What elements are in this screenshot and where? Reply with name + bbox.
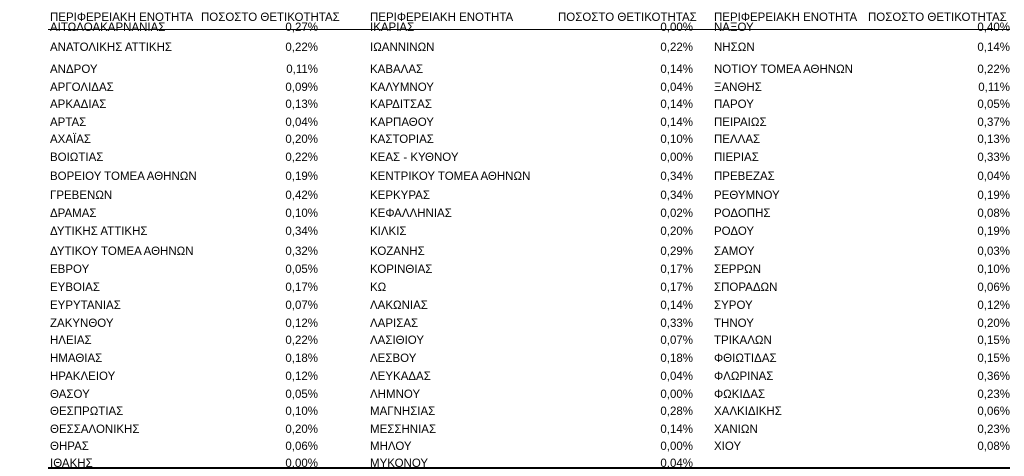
table-row — [712, 370, 1010, 385]
positivity-value: 0,08% — [977, 208, 1010, 220]
region-name: ΛΗΜΝΟΥ — [370, 389, 421, 401]
positivity-value: 0,17% — [660, 264, 693, 276]
positivity-value: 0,08% — [977, 441, 1010, 453]
table-row — [368, 98, 693, 113]
positivity-value: 0,34% — [660, 190, 693, 202]
positivity-value: 0,22% — [285, 335, 318, 347]
positivity-value: 0,37% — [977, 117, 1010, 129]
positivity-value: 0,32% — [285, 246, 318, 258]
positivity-value: 0,12% — [977, 300, 1010, 312]
positivity-value: 0,14% — [977, 42, 1010, 54]
table-row — [48, 81, 318, 96]
table-row — [48, 98, 318, 113]
positivity-value: 0,03% — [977, 246, 1010, 258]
positivity-value: 0,29% — [660, 246, 693, 258]
table-row — [48, 133, 318, 148]
region-name: ΓΡΕΒΕΝΩΝ — [50, 190, 113, 202]
table-row — [368, 423, 693, 438]
table-row — [368, 388, 693, 403]
region-name: ΧΑΛΚΙΔΙΚΗΣ — [714, 406, 782, 418]
region-name: ΑΧΑΪΑΣ — [50, 134, 91, 146]
positivity-value: 0,00% — [660, 441, 693, 453]
region-name: ΣΥΡΟΥ — [714, 300, 753, 312]
positivity-value: 0,00% — [660, 389, 693, 401]
table-row — [368, 440, 693, 455]
region-name: ΑΝΑΤΟΛΙΚΗΣ ΑΤΤΙΚΗΣ — [50, 42, 173, 54]
region-name: ΔΥΤΙΚΟΥ ΤΟΜΕΑ ΑΘΗΝΩΝ — [50, 246, 194, 258]
table-row — [712, 170, 1010, 185]
positivity-value: 0,14% — [660, 117, 693, 129]
header-region: ΠΕΡΙΦΕΡΕΙΑΚΗ ΕΝΟΤΗΤΑ — [50, 12, 194, 24]
table-row — [368, 352, 693, 367]
header-positivity-rate: ΠΟΣΟΣΤΟ ΘΕΤΙΚΟΤΗΤΑΣ — [201, 12, 340, 24]
table-row — [368, 245, 693, 260]
region-name: ΦΛΩΡΙΝΑΣ — [714, 371, 774, 383]
positivity-value: 0,23% — [977, 424, 1010, 436]
region-name: ΚΟΡΙΝΘΙΑΣ — [370, 264, 433, 276]
table-row — [368, 317, 693, 332]
positivity-value: 0,06% — [977, 282, 1010, 294]
positivity-value: 0,40% — [977, 22, 1010, 34]
region-name: ΚΑΣΤΟΡΙΑΣ — [370, 134, 434, 146]
positivity-value: 0,05% — [285, 389, 318, 401]
region-name: ΑΡΓΟΛΙΔΑΣ — [50, 82, 114, 94]
table-row — [712, 116, 1010, 131]
region-name: ΠΑΡΟΥ — [714, 99, 754, 111]
table-row — [712, 41, 1010, 56]
table-row — [48, 41, 318, 56]
region-name: ΝΟΤΙΟΥ ΤΟΜΕΑ ΑΘΗΝΩΝ — [714, 64, 853, 76]
region-name: ΧΙΟΥ — [714, 441, 742, 453]
positivity-value: 0,10% — [977, 264, 1010, 276]
positivity-value: 0,18% — [285, 353, 318, 365]
positivity-value: 0,20% — [285, 424, 318, 436]
region-name: ΚΕΡΚΥΡΑΣ — [370, 190, 430, 202]
positivity-value: 0,10% — [660, 134, 693, 146]
region-name: ΘΕΣΣΑΛΟΝΙΚΗΣ — [50, 424, 140, 436]
region-name: ΚΟΖΑΝΗΣ — [370, 246, 425, 258]
region-name: ΚΑΒΑΛΑΣ — [370, 64, 424, 76]
region-name: ΚΕΝΤΡΙΚΟΥ ΤΟΜΕΑ ΑΘΗΝΩΝ — [370, 171, 531, 183]
table-row — [48, 207, 318, 222]
positivity-value: 0,17% — [285, 282, 318, 294]
table-row — [48, 281, 318, 296]
region-name: ΖΑΚΥΝΘΟΥ — [50, 318, 114, 330]
table-row — [48, 245, 318, 260]
positivity-value: 0,33% — [977, 152, 1010, 164]
table-row — [712, 133, 1010, 148]
positivity-value: 0,04% — [660, 458, 693, 470]
region-name: ΠΕΙΡΑΙΩΣ — [714, 117, 767, 129]
region-name: ΑΝΔΡΟΥ — [50, 64, 98, 76]
table-row — [368, 189, 693, 204]
region-name: ΝΑΞΟΥ — [714, 22, 754, 34]
positivity-value: 0,06% — [977, 406, 1010, 418]
table-panel-3 — [712, 10, 1010, 471]
positivity-value: 0,14% — [660, 99, 693, 111]
region-name: ΞΑΝΘΗΣ — [714, 82, 762, 94]
positivity-value: 0,33% — [660, 318, 693, 330]
positivity-value: 0,18% — [660, 353, 693, 365]
region-name: ΚΩ — [370, 282, 387, 294]
table-row — [48, 457, 318, 472]
table-row — [712, 245, 1010, 260]
table-row — [48, 151, 318, 166]
positivity-value: 0,15% — [977, 353, 1010, 365]
table-row — [712, 225, 1010, 240]
region-name: ΠΡΕΒΕΖΑΣ — [714, 171, 775, 183]
table-row — [712, 207, 1010, 222]
positivity-value: 0,22% — [660, 42, 693, 54]
region-name: ΡΟΔΟΠΗΣ — [714, 208, 771, 220]
region-name: ΙΚΑΡΙΑΣ — [370, 22, 415, 34]
region-name: ΚΑΛΥΜΝΟΥ — [370, 82, 434, 94]
region-name: ΜΥΚΟΝΟΥ — [370, 458, 429, 470]
table-row — [712, 81, 1010, 96]
positivity-value: 0,15% — [977, 335, 1010, 347]
table-row — [48, 405, 318, 420]
region-name: ΒΟΡΕΙΟΥ ΤΟΜΕΑ ΑΘΗΝΩΝ — [50, 171, 197, 183]
positivity-value: 0,12% — [285, 318, 318, 330]
positivity-value: 0,11% — [286, 64, 318, 76]
region-name: ΕΥΒΟΙΑΣ — [50, 282, 100, 294]
region-name: ΔΡΑΜΑΣ — [50, 208, 97, 220]
table-row — [368, 207, 693, 222]
header-divider — [48, 29, 1010, 30]
positivity-value: 0,27% — [285, 22, 318, 34]
table-row — [48, 388, 318, 403]
region-name: ΜΑΓΝΗΣΙΑΣ — [370, 406, 436, 418]
positivity-value: 0,19% — [285, 171, 318, 183]
region-name: ΛΕΣΒΟΥ — [370, 353, 417, 365]
table-row — [48, 189, 318, 204]
table-row — [48, 334, 318, 349]
positivity-value: 0,04% — [660, 371, 693, 383]
positivity-value: 0,06% — [285, 441, 318, 453]
region-name: ΚΕΑΣ - ΚΥΘΝΟΥ — [370, 152, 459, 164]
table-row — [368, 133, 693, 148]
table-panel-1 — [48, 10, 340, 471]
region-name: ΧΑΝΙΩΝ — [714, 424, 758, 436]
positivity-value: 0,12% — [285, 371, 318, 383]
region-name: ΑΙΤΩΛΟΑΚΑΡΝΑΝΙΑΣ — [50, 22, 166, 34]
region-name: ΦΩΚΙΔΑΣ — [714, 389, 766, 401]
table-row — [48, 170, 318, 185]
region-name: ΘΕΣΠΡΩΤΙΑΣ — [50, 406, 124, 418]
header-positivity-rate: ΠΟΣΟΣΤΟ ΘΕΤΙΚΟΤΗΤΑΣ — [558, 12, 697, 24]
region-name: ΔΥΤΙΚΗΣ ΑΤΤΙΚΗΣ — [50, 226, 148, 238]
table-row — [368, 151, 693, 166]
table-row — [368, 170, 693, 185]
table-row — [368, 370, 693, 385]
region-name: ΛΕΥΚΑΔΑΣ — [370, 371, 431, 383]
table-row — [368, 263, 693, 278]
region-name: ΑΡΤΑΣ — [50, 117, 87, 129]
positivity-value: 0,22% — [285, 152, 318, 164]
table-row — [48, 352, 318, 367]
table-row — [712, 98, 1010, 113]
region-name: ΚΑΡΠΑΘΟΥ — [370, 117, 434, 129]
region-name: ΚΙΛΚΙΣ — [370, 226, 407, 238]
table-row — [712, 299, 1010, 314]
table-row — [712, 263, 1010, 278]
positivity-value: 0,09% — [285, 82, 318, 94]
region-name: ΡΟΔΟΥ — [714, 226, 755, 238]
positivity-value: 0,07% — [660, 335, 693, 347]
table-row — [368, 457, 693, 472]
positivity-table — [48, 10, 1010, 471]
region-name: ΦΘΙΩΤΙΔΑΣ — [714, 353, 777, 365]
table-row — [712, 189, 1010, 204]
positivity-value: 0,17% — [660, 282, 693, 294]
region-name: ΗΜΑΘΙΑΣ — [50, 353, 103, 365]
table-row — [712, 151, 1010, 166]
positivity-value: 0,10% — [285, 406, 318, 418]
region-name: ΜΕΣΣΗΝΙΑΣ — [370, 424, 437, 436]
region-name: ΘΗΡΑΣ — [50, 441, 89, 453]
positivity-value: 0,00% — [660, 152, 693, 164]
header-region: ΠΕΡΙΦΕΡΕΙΑΚΗ ΕΝΟΤΗΤΑ — [714, 12, 858, 24]
positivity-value: 0,34% — [285, 226, 318, 238]
table-row — [712, 63, 1010, 78]
positivity-value: 0,20% — [285, 134, 318, 146]
region-name: ΕΥΡΥΤΑΝΙΑΣ — [50, 300, 121, 312]
positivity-value: 0,04% — [285, 117, 318, 129]
region-name: ΝΗΣΩΝ — [714, 42, 755, 54]
table-bottom-border — [48, 467, 1010, 469]
table-row — [712, 423, 1010, 438]
positivity-value: 0,14% — [660, 424, 693, 436]
header-region: ΠΕΡΙΦΕΡΕΙΑΚΗ ΕΝΟΤΗΤΑ — [370, 12, 514, 24]
table-row — [712, 405, 1010, 420]
table-row — [368, 81, 693, 96]
table-row — [368, 281, 693, 296]
table-row — [368, 405, 693, 420]
table-row — [48, 263, 318, 278]
table-row — [712, 352, 1010, 367]
table-row — [368, 41, 693, 56]
positivity-value: 0,05% — [977, 99, 1010, 111]
region-name: ΜΗΛΟΥ — [370, 441, 412, 453]
region-name: ΚΕΦΑΛΛΗΝΙΑΣ — [370, 208, 452, 220]
positivity-value: 0,05% — [285, 264, 318, 276]
table-row — [368, 334, 693, 349]
region-name: ΣΕΡΡΩΝ — [714, 264, 762, 276]
region-name: ΠΙΕΡΙΑΣ — [714, 152, 759, 164]
region-name: ΙΩΑΝΝΙΝΩΝ — [370, 42, 435, 54]
positivity-value: 0,42% — [285, 190, 318, 202]
positivity-value: 0,22% — [285, 42, 318, 54]
positivity-value: 0,19% — [977, 226, 1010, 238]
region-name: ΛΑΚΩΝΙΑΣ — [370, 300, 428, 312]
positivity-value: 0,14% — [660, 300, 693, 312]
table-row — [48, 63, 318, 78]
table-row — [48, 225, 318, 240]
table-panel-2 — [368, 10, 697, 471]
region-name: ΣΑΜΟΥ — [714, 246, 755, 258]
positivity-value: 0,07% — [285, 300, 318, 312]
table-row — [712, 440, 1010, 455]
region-name: ΒΟΙΩΤΙΑΣ — [50, 152, 104, 164]
table-row — [712, 281, 1010, 296]
positivity-value: 0,11% — [978, 82, 1010, 94]
table-row — [48, 116, 318, 131]
positivity-value: 0,22% — [977, 64, 1010, 76]
region-name: ΡΕΘΥΜΝΟΥ — [714, 190, 780, 202]
positivity-value: 0,13% — [977, 134, 1010, 146]
positivity-value: 0,02% — [660, 208, 693, 220]
table-row — [368, 225, 693, 240]
positivity-value: 0,13% — [285, 99, 318, 111]
region-name: ΙΘΑΚΗΣ — [50, 458, 93, 470]
positivity-value: 0,04% — [660, 82, 693, 94]
table-row — [48, 423, 318, 438]
region-name: ΑΡΚΑΔΙΑΣ — [50, 99, 107, 111]
table-row — [48, 299, 318, 314]
positivity-value: 0,00% — [285, 458, 318, 470]
region-name: ΗΛΕΙΑΣ — [50, 335, 92, 347]
positivity-value: 0,36% — [977, 371, 1010, 383]
region-name: ΗΡΑΚΛΕΙΟΥ — [50, 371, 116, 383]
table-row — [368, 63, 693, 78]
region-name: ΠΕΛΛΑΣ — [714, 134, 761, 146]
table-row — [368, 116, 693, 131]
positivity-value: 0,00% — [660, 22, 693, 34]
positivity-value: 0,10% — [285, 208, 318, 220]
positivity-value: 0,20% — [660, 226, 693, 238]
table-row — [712, 388, 1010, 403]
positivity-value: 0,28% — [660, 406, 693, 418]
positivity-value: 0,14% — [660, 64, 693, 76]
positivity-value: 0,19% — [977, 190, 1010, 202]
table-row — [48, 317, 318, 332]
region-name: ΣΠΟΡΑΔΩΝ — [714, 282, 778, 294]
table-row — [712, 317, 1010, 332]
region-name: ΛΑΡΙΣΑΣ — [370, 318, 419, 330]
header-positivity-rate: ΠΟΣΟΣΤΟ ΘΕΤΙΚΟΤΗΤΑΣ — [868, 12, 1007, 24]
table-row — [48, 370, 318, 385]
region-name: ΤΗΝΟΥ — [714, 318, 754, 330]
positivity-value: 0,23% — [977, 389, 1010, 401]
table-row — [368, 299, 693, 314]
region-name: ΛΑΣΙΘΙΟΥ — [370, 335, 425, 347]
region-name: ΘΑΣΟΥ — [50, 389, 90, 401]
region-name: ΕΒΡΟΥ — [50, 264, 90, 276]
positivity-value: 0,04% — [977, 171, 1010, 183]
table-row — [48, 440, 318, 455]
region-name: ΤΡΙΚΑΛΩΝ — [714, 335, 772, 347]
positivity-value: 0,20% — [977, 318, 1010, 330]
table-row — [712, 334, 1010, 349]
positivity-value: 0,34% — [660, 171, 693, 183]
region-name: ΚΑΡΔΙΤΣΑΣ — [370, 99, 432, 111]
